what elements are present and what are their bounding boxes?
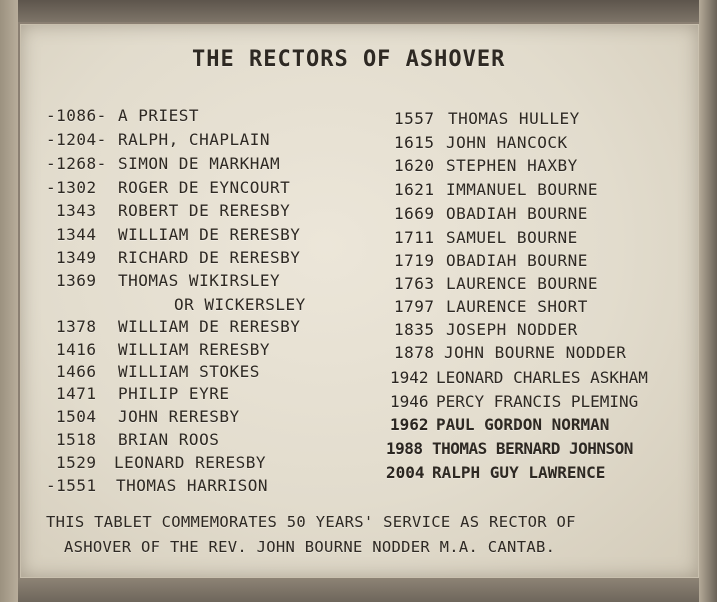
rector-entry: 1369 THOMAS WIKIRSLEY [56,271,281,290]
rector-entry: 1621 IMMANUEL BOURNE [394,180,598,199]
rector-entry: 1988 THOMAS BERNARD JOHNSON [386,439,633,458]
rector-entry: -1204- RALPH, CHAPLAIN [46,130,270,149]
rector-entry: 1669 OBADIAH BOURNE [394,204,588,223]
rector-entry: 1416 WILLIAM RERESBY [56,340,270,359]
rector-entry: -1302 ROGER DE EYNCOURT [46,178,291,197]
rector-entry: 1349 RICHARD DE RERESBY [56,248,301,267]
dedication-line-1: THIS TABLET COMMEMORATES 50 YEARS' SERVICE AS RECTOR OF [46,513,576,531]
rector-entry: 1504 JOHN RERESBY [56,407,240,426]
rector-entry: 1557 THOMAS HULLEY [394,109,580,128]
rector-entry: 1763 LAURENCE BOURNE [394,274,598,293]
rector-entry: 1378 WILLIAM DE RERESBY [56,317,301,336]
rector-entry: 1711 SAMUEL BOURNE [394,228,578,247]
rector-entry: 1719 OBADIAH BOURNE [394,251,588,270]
rector-entry: 1797 LAURENCE SHORT [394,297,588,316]
wall-bottom [0,578,717,602]
wall-right [699,0,717,602]
rector-entry: 1529 LEONARD RERESBY [56,453,266,472]
rector-entry: 1615 JOHN HANCOCK [394,133,568,152]
dedication-line-2: ASHOVER OF THE REV. JOHN BOURNE NODDER M.A. CANTAB. [64,538,556,556]
rector-entry: 1343 ROBERT DE RERESBY [56,201,291,220]
rector-entry-alias: OR WICKERSLEY [174,295,306,314]
rector-entry: 1878 JOHN BOURNE NODDER [394,343,627,362]
rector-entry: -1268- SIMON DE MARKHAM [46,154,281,173]
rector-entry: 1946 PERCY FRANCIS PLEMING [390,392,639,411]
rector-entry: 1835 JOSEPH NODDER [394,320,578,339]
wall-top [0,0,717,22]
rector-entry: 1466 WILLIAM STOKES [56,362,260,381]
rector-entry: 1620 STEPHEN HAXBY [394,156,578,175]
rector-entry: -1086- A PRIEST [46,106,200,125]
rector-entry: -1551 THOMAS HARRISON [46,476,268,495]
rector-entry: 1344 WILLIAM DE RERESBY [56,225,301,244]
rector-entry: 1518 BRIAN ROOS [56,430,220,449]
rector-entry: 1471 PHILIP EYRE [56,384,230,403]
rector-entry: 1962 PAUL GORDON NORMAN [390,415,610,434]
rector-entry: 2004 RALPH GUY LAWRENCE [386,463,606,482]
wall-left [0,0,18,602]
rector-entry: 1942 LEONARD CHARLES ASKHAM [390,368,648,387]
tablet-title: THE RECTORS OF ASHOVER [192,47,506,72]
